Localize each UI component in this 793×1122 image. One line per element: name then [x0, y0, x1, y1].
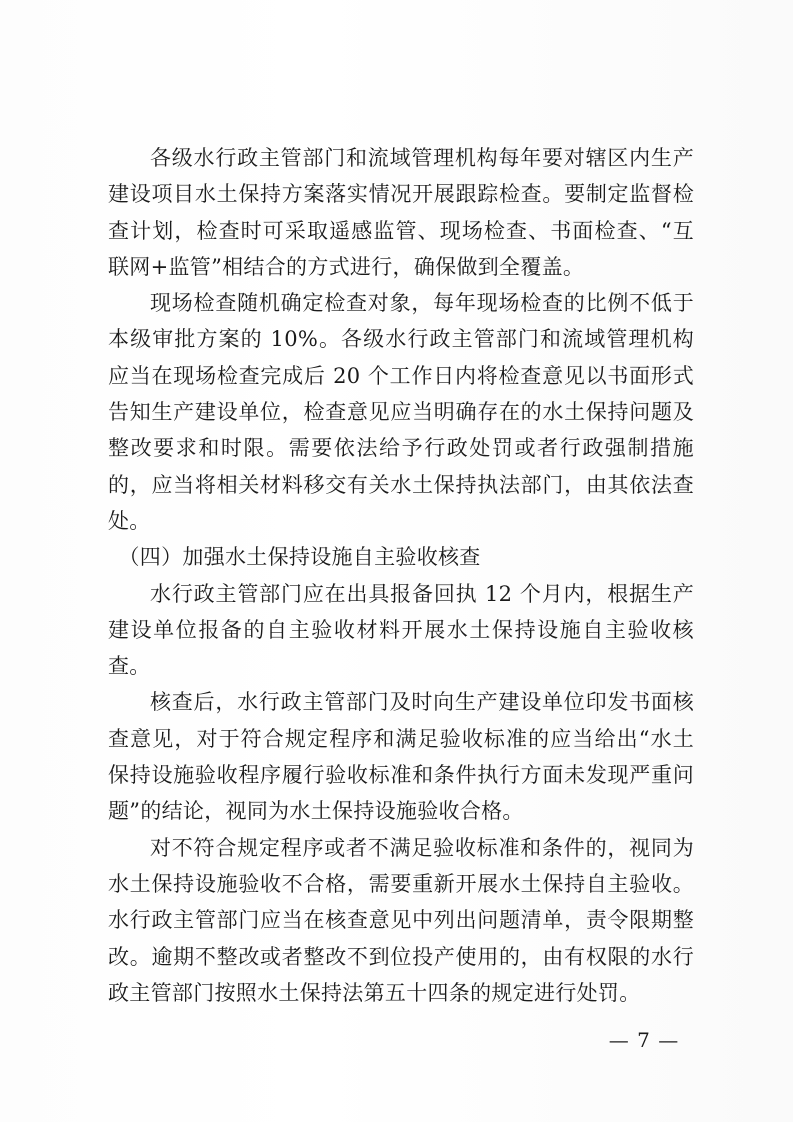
paragraph-tracking-inspection: 各级水行政主管部门和流域管理机构每年要对辖区内生产建设项目水土保持方案落实情况开展跟踪检查。要制定监督检查计划，检查时可采取遥感监管、现场检查、书面检查、“互联网+监管”相结合的方式进行，确保做到全覆盖。 [108, 146, 694, 279]
page-number: — 7 — [608, 1028, 680, 1052]
document-body [108, 140, 694, 1011]
paragraph-acceptance-review: 水行政主管部门应在出具报备回执 12 个月内，根据生产建设单位报备的自主验收材料开展水土保持设施自主验收核查。 [108, 581, 694, 679]
paragraph-field-inspection: 现场检查随机确定检查对象，每年现场检查的比例不低于本级审批方案的 10%。各级水行政主管部门和流域管理机构应当在现场检查完成后 20 个工作日内将检查意见以书面形式告知生产建设单位，检查意见应当明确存在的水土保持问题及整改要求和时限。需要依法给予行政处罚或者行政强制措施的，应当将相关材料移交有关水土保持执法部门，由其依法查处。 [108, 291, 694, 533]
paragraph-nonconformity: 对不符合规定程序或者不满足验收标准和条件的，视同为水土保持设施验收不合格，需要重新开展水土保持自主验收。水行政主管部门应当在核查意见中列出问题清单，责令限期整改。逾期不整改或者整改不到位投产使用的，由有权限的水行政主管部门按照水土保持法第五十四条的规定进行处罚。 [108, 835, 694, 1005]
section-heading: （四）加强水土保持设施自主验收核查 [118, 545, 481, 570]
paragraph-review-opinion: 核查后，水行政主管部门及时向生产建设单位印发书面核查意见，对于符合规定程序和满足验收标准的应当给出“水土保持设施验收程序履行验收标准和条件执行方面未发现严重问题”的结论，视同为水土保持设施验收合格。 [108, 690, 694, 824]
